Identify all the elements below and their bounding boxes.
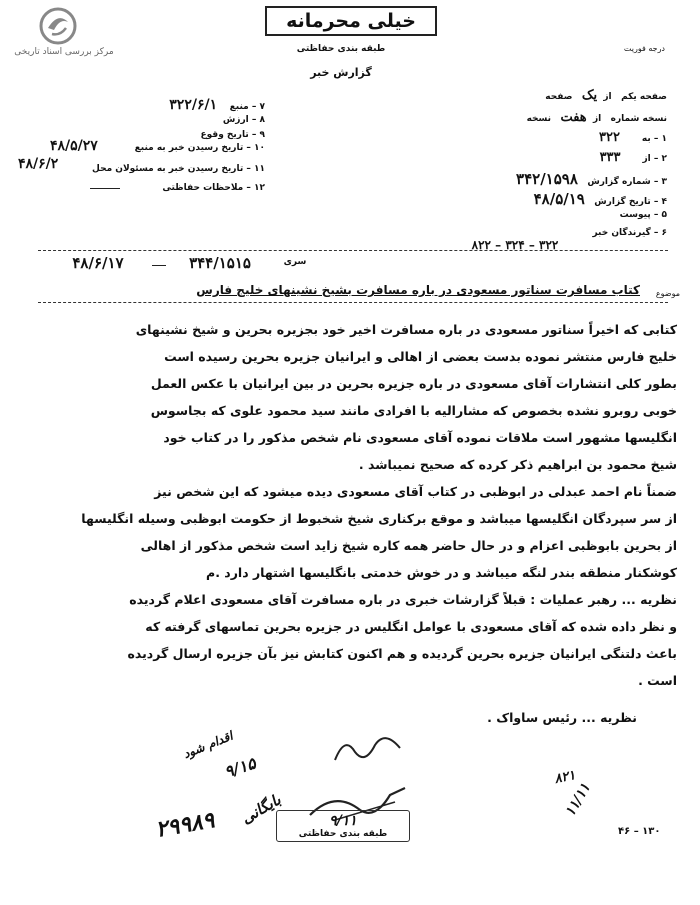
source-row [40, 97, 265, 113]
date-hq-value: ۴۸/۶/۲ [18, 156, 59, 172]
ref-line-rule [38, 250, 668, 251]
body-line: بطور کلی انتشارات آقای مسعودی در باره جزیره بحرین در بین ایرانیان با عکس العمل [150, 376, 677, 391]
recipients-value: ۸۲۲ – ۳۲۴ – ۳۲۲ [471, 238, 559, 252]
handwritten-note-right-top: ۸۲۱ [553, 767, 577, 788]
report-date-value: ۴۸/۵/۱۹ [533, 190, 585, 208]
to-value: ۳۲۲ [599, 130, 620, 145]
recipients-row [430, 228, 667, 238]
from-row [430, 150, 667, 165]
copy-row [430, 110, 667, 125]
from-label: ۲ – از [642, 154, 667, 164]
ref-line-left: ۴۸/۶/۱۷ [72, 254, 124, 272]
bottom-stamp-value: ۹/۱۱ [329, 813, 357, 829]
handwritten-note-instruction: اقدام شود [181, 728, 235, 762]
date-received-label: ۱۰ – تاریخ رسیدن خبر به منبع [134, 143, 265, 153]
body-line: نظریه ... رئیس ساواک . [487, 710, 637, 725]
date-hq-label: ۱۱ – تاریخ رسیدن خبر به مسئولان محل [92, 164, 265, 174]
subject-text: کتاب مسافرت سناتور مسعودی در باره مسافرت بشیخ نشینهای خلیج فارس [196, 283, 640, 297]
page-unit: صفحه [545, 92, 573, 102]
to-row [430, 130, 667, 145]
form-code: ۴۶ – ۱۳۰ [618, 826, 661, 837]
assessment-label: ۸ – ارزش [222, 115, 265, 125]
handwritten-note-right-bottom: ۱۱/۱۱ [562, 780, 594, 820]
bottom-classification-stamp [276, 810, 410, 842]
handwritten-note-date: ۹/۱۵ [222, 753, 258, 782]
report-date-row [430, 190, 667, 208]
report-no-label: ۳ – شماره گزارش [587, 177, 667, 187]
from-value: ۳۳۳ [599, 150, 621, 165]
body-line: کوشکنار منطقه بندر لنگه میباشد و در خوش خدمتی بانگلیسها اشتهار دارد .م [206, 565, 677, 580]
report-body [52, 316, 677, 731]
classification-caption: طبقه بندی حفاظتی [296, 44, 386, 54]
ref-line-word: سری [283, 257, 307, 267]
body-line: خلیج فارس منتشر نموده بدست بعضی از اهالی و ایرانیان جزیره بحرین رسیده است [164, 349, 677, 364]
attachment-label: ۵ – پیوست [619, 210, 667, 220]
source-label: ۷ – منبع [229, 102, 265, 112]
classification-stamp: خیلی محرمانه [265, 6, 437, 36]
page-row [430, 88, 667, 103]
handwritten-note-archive: بایگانی [238, 790, 284, 828]
report-date-label: ۴ – تاریخ گزارش [594, 197, 667, 207]
body-line: است . [638, 673, 677, 688]
date-event-label: ۹ – تاریخ وقوع [200, 130, 265, 140]
body-line: و نظر داده شده که آقای مسعودی با عوامل انگلیس در جزیره بحرین تماسهای گرفته که [145, 619, 677, 634]
left-meta-arrow [90, 188, 120, 189]
handwritten-note-number: ۲۹۹۸۹ [153, 807, 217, 843]
ref-line-dash [152, 265, 166, 266]
copy-value: هفت [560, 110, 587, 125]
body-line: باعث دلتنگی ایرانیان جزیره بحرین گردیده و هم اکنون کتابش نیز بآن جزیره ارسال گردیده [127, 646, 677, 661]
copy-label: نسخه شماره [610, 114, 667, 124]
body-line: از سر سپردگان انگلیسها میباشد و موقع برکناری شیخ شخبوط از حکومت ابوظبی وسیله انگلیسها [81, 511, 677, 526]
to-label: ۱ – به [641, 134, 667, 144]
security-notes-row [40, 183, 265, 193]
page-label: صفحه یکم [621, 92, 667, 102]
copy-unit: نسخه [526, 114, 552, 124]
report-no-row [430, 170, 667, 188]
report-title: گزارش خبر [310, 66, 372, 79]
body-line: شیخ محمود بن ابراهیم ذکر کرده که صحیح نمیباشد . [358, 457, 677, 472]
page-from: از [603, 92, 612, 102]
body-line: انگلیسها مشهور است ملاقات نموده آقای مسعودی نام شخص مذکور را در کتاب خود [163, 430, 677, 445]
date-received-value: ۴۸/۵/۲۷ [50, 138, 98, 154]
source-value: ۳۲۲/۶/۱ [169, 97, 218, 113]
body-line: ضمناً نام احمد عبدلی در ابوظبی در کتاب آقای مسعودی دیده میشود که این شخص نیز [154, 484, 677, 499]
copy-from: از [592, 114, 602, 124]
logo-text: مرکز بررسی اسناد تاریخی [14, 47, 114, 57]
priority-label: درجه فوریت [623, 44, 665, 53]
ref-line-right: ۳۴۴/۱۵۱۵ [189, 254, 251, 272]
subject-label: موضوع [655, 289, 680, 298]
recipients-label: ۶ – گیرندگان خبر [592, 228, 667, 238]
assessment-row [40, 115, 265, 125]
body-line: خوبی روبرو نشده بخصوص که مشارالیه با افرادی مانند سید محمود علوی که بجاسوس [150, 403, 677, 418]
subject-rule [38, 302, 668, 303]
security-notes-label: ۱۲ – ملاحظات حفاظتی [162, 183, 265, 193]
body-line: از بحرین بابوظبی اعزام و در حال حاضر همه کاره شیخ زاید است شخص مذکور از اهالی [140, 538, 677, 553]
page-value: یک [581, 88, 598, 103]
bottom-stamp-caption: طبقه بندی حفاظتی [298, 829, 388, 839]
report-no-value: ۳۴۲/۱۵۹۸ [516, 170, 578, 188]
body-line: نظریه ... رهبر عملیات : قبلاً گزارشات خبری در باره مسافرت آقای مسعودی اعلام گردیده [129, 592, 677, 607]
archive-logo [8, 6, 123, 58]
archive-logo-icon [38, 6, 78, 46]
signature-mark [330, 730, 410, 770]
body-line: کتابی که اخیراً سناتور مسعودی در باره مسافرت اخیر خود بجزیره بحرین و شیخ نشینهای [135, 322, 677, 337]
attachment-row [430, 210, 667, 220]
